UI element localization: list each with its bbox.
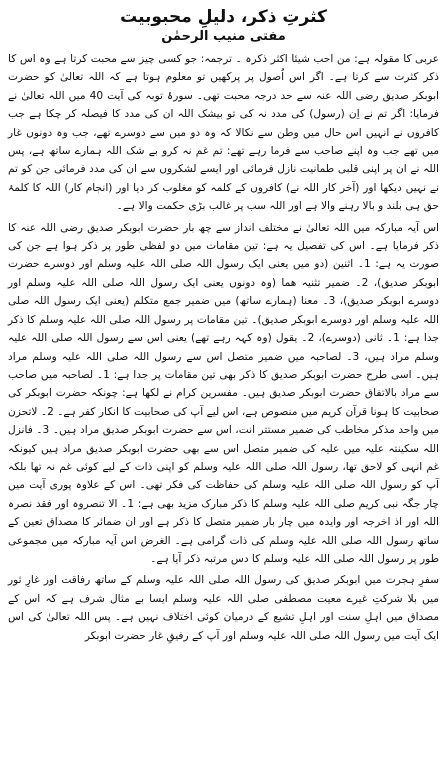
article-title: کثرتِ ذکر، دلیلِ محبوبیت [120,7,327,27]
paragraph: اس آیہ مبارکہ میں اللہ تعالیٰ نے مختلف انداز سے چھ بار حضرت ابوبکر صدیق رضی اللہ عنہ کا ذکر فرمایا ہے۔ اس کی تفصیل یہ ہے: تین مقامات میں دو لفظی طور پر ذکر ہوا ہے جن کی صورت یہ ہے: 1۔ اثنین (دو میں یعنی ایک رسول اللہ صلی اللہ علیہ وسلم اور دوسرے حضرت ابوبکر صدیق)، 2۔ ضمیر تثنیہ ھما (وہ دونوں یعنی ایک رسول اللہ صلی اللہ علیہ وسلم اور دوسرے ابوبکر صدیق)، 3۔ معنا (ہمارے ساتھ) میں ضمیر جمع متکلم (یعنی ایک رسول اللہ صلی اللہ علیہ وسلم اور دوسرے ابوبکر صدیق)۔ تین مقامات پر رسول اللہ صلی اللہ علیہ وسلم کا ذکر جدا ہے: 1۔ ثانی (دوسرے)، 2۔ یقول (وہ کہہ رہے تھے) یعنی اس سے رسول اللہ صلی اللہ علیہ وسلم مراد ہیں، 3۔ لصاحبہ میں ضمیر متصل اس سے رسول اللہ صلی اللہ علیہ وسلم مراد ہیں۔ اسی طرح حضرت ابوبکر صدیق کا ذکر بھی تین مقامات پر جدا ہے: 1۔ لصاحبہ میں صاحب سے مراد بالاتفاق حضرت ابوبکر صدیق ہیں۔ مفسرین کرام نے لکھا ہے: چونکہ حضرت ابوبکر کی صحابیت کا ہونا قرآن کریم میں منصوص ہے، اس لیے آپ کی صحابیت کا انکار کفر ہے۔ 2۔ لاتحزن میں واحد مذکر مخاطب کی ضمیر مستتر انت، اس سے حضرت ابوبکر صدیق مراد ہیں۔ 3۔ فانزل اللہ سکینتہ علیہ میں علیہ کی ضمیر متصل اس سے بھی حضرت ابوبکر صدیق مراد ہیں کیونکہ غم انہی کو لاحق تھا، رسول اللہ صلی اللہ علیہ وسلم کو اپنی ذات کے لیے کوئی غم نہ تھا بلکہ آپ کو رسول اللہ صلی اللہ علیہ وسلم کی حفاظت کی فکر تھی۔ اس کے علاوہ پوری آیت میں چار جگہ نبی کریم صلی اللہ علیہ وسلم کا ذکر مبارک مزید بھی ہے: 1۔ الا تنصروہ اور فقد نصرہ اللہ اور اذ اخرجہ اور وایدہ میں چار بار ضمیر متصل کا ذکر ہے اور ان ضمائر کا مصداق تعین کے ساتھ رسول اللہ صلی اللہ علیہ وسلم کی ذات گرامی ہے۔ الغرض اس آیہ مبارکہ میں مجموعی طور پر رسول اللہ صلی اللہ علیہ وسلم کا دس مرتبہ ذکر آیا ہے۔ [8,221,440,565]
paragraph: عربی کا مقولہ ہے: من احب شیئا اکثر ذکرہ ۔ ترجمہ: جو کسی چیز سے محبت کرتا ہے وہ اس کا ذکر کثرت سے کرتا ہے۔ اگر اس اُصول پر پرکھیں تو معلوم ہوتا ہے کہ اللہ تعالیٰ کو حضرت ابوبکر صدیق رضی اللہ عنہ سے حد درجہ محبت تھی۔ سورۂ توبہ کی آیت 40 میں اللہ تعالیٰ نے فرمایا: اگر تم نے اِن (رسول) کی مدد نہ کی تو بیشک اللہ ان کی مدد کا فیصلہ کر چکا ہے جب کافروں نے انہیں اس حال میں وطن سے نکالا کہ وہ دو میں سے دوسرے تھے، جب وہ دونوں غار میں تھے جب وہ اپنے صاحب سے فرما رہے تھے: تم غم نہ کرو بے شک اللہ ہمارے ساتھ ہے، پس اللہ نے ان پر اپنی قلبی طمانیت نازل فرمائی اور ایسے لشکروں سے ان کی مدد فرمائی جن کو تم نے نہیں دیکھا اور (آخر کار اللہ نے) کافروں کے کلمہ کو مغلوب کر دیا اور (انجام کار) اللہ کا کلمۂ حق ہی بلند و بالا رہنے والا ہے اور اللہ سب پر غالب بڑی حکمت والا ہے۔ [8,53,439,213]
paragraph: سفرِ ہجرت میں ابوبکر صدیق کی رسول اللہ صلی اللہ علیہ وسلم کے ساتھ رفاقت اور غارِ ثور میں بلا شرکتِ غیرے معیت مصطفی صلی اللہ علیہ وسلم ایسا بے مثال شرف ہے کہ اس کے مصداق میں اہلِ سنت اور اہلِ تشیع کے درمیان کوئی اختلاف نہیں ہے۔ پس اللہ تعالیٰ کی اس ایک آیت میں رسول اللہ صلی اللہ علیہ وسلم اور آپ کے رفیقِ غار حضرت ابوبکر [8,574,439,642]
author-name: مفتی منیب الرحمٰن [161,29,286,44]
